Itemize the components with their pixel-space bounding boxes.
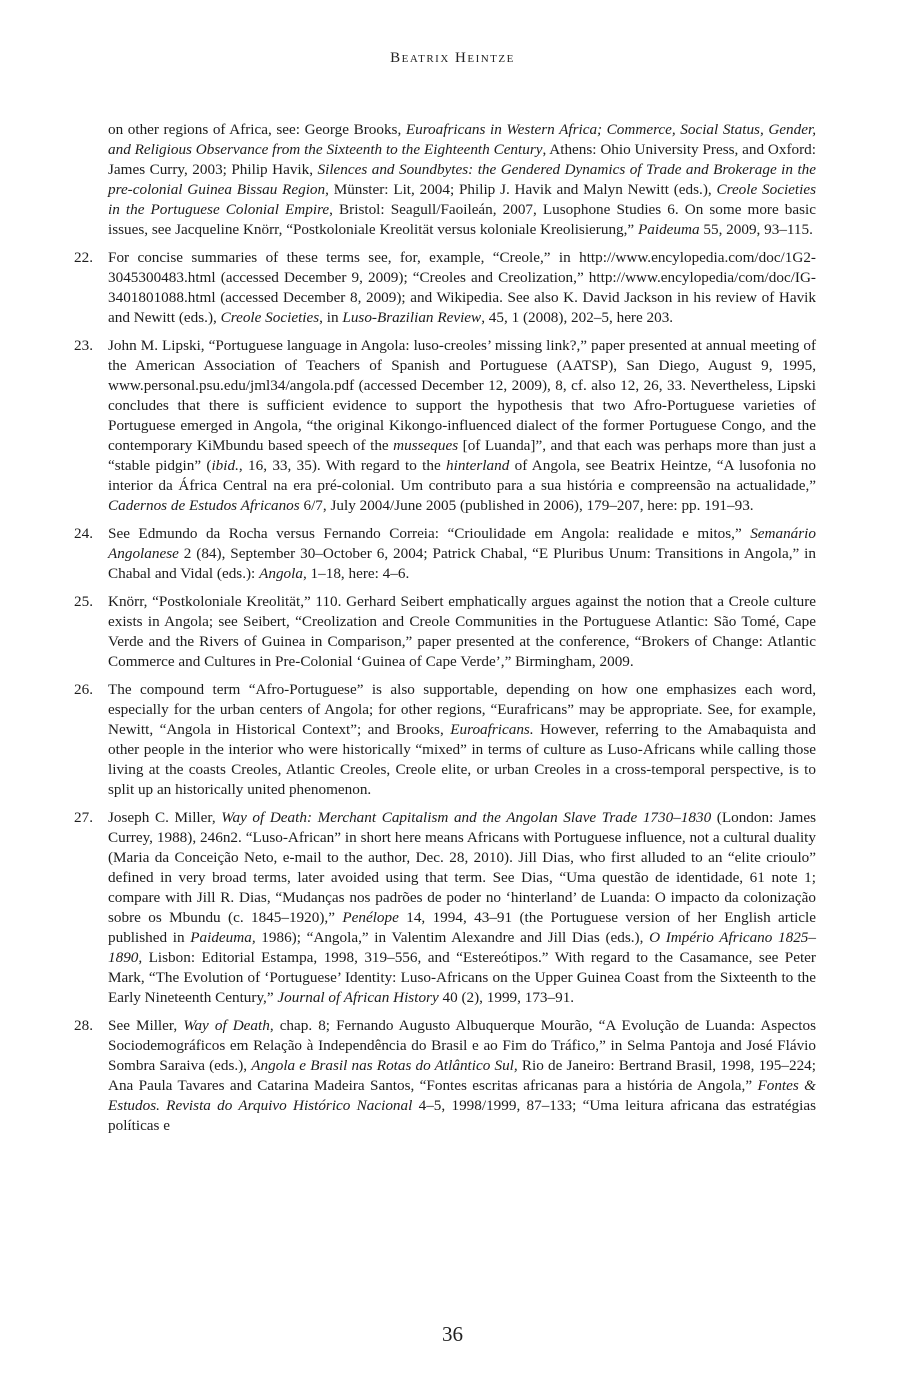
italic-title: O Império Africano 1825–1890, [108,929,816,966]
text-run: , 1–18, here: 4–6. [302,565,410,582]
text-run: , Münster: Lit, 2004; Philip J. Havik and Malyn Newitt (eds.), [325,181,717,198]
italic-title: Journal of African History [277,989,439,1006]
endnote [74,680,816,800]
endnote-number: 22. [74,249,93,266]
text-run: 55, 2009, 93–115. [699,221,813,238]
text-run: However, referring to the Amabaquista and other people in the interior who were historically “mixed” in terms of culture as Luso-Africans while calling those living at the coasts Creoles, Atlantic Creoles, Creole elite, or urban Creoles in a cross-temporal perspective, is to split up an historically united phenomenon. [108,721,816,798]
running-head: Beatrix Heintze [390,50,515,66]
text-run: 6/7, July 2004/June 2005 (published in 2006), 179–207, here: pp. 191–93. [299,497,754,514]
text-run: , in [319,309,343,326]
text-run: John M. Lipski, “Portuguese language in Angola: luso-creoles’ missing link?,” paper presented at annual meeting of the American Association of Teachers of Spanish and Portuguese (AATSP), San Diego, August 9, 1995, www.personal.psu.edu/jml34/angola.pdf (accessed December 12, 2009), 8, cf. also 12, 26, 33. Nevertheless, Lipski concludes that there is sufficient evidence to support the hypothesis that two Afro-Portuguese varieties of Portuguese emerged in Angola, “the original Kikongo-influenced dialect of the former Portuguese Congo, and the contemporary KiMbundu based speech of the [108,337,816,454]
endnotes-list [74,120,817,1144]
text-run: Lisbon: Editorial Estampa, 1998, 319–556, and “Estereótipos.” With regard to the Casamance, see Peter Mark, “The Evolution of ‘Portuguese’ Identity: Luso-Africans on the Upper Guinea Coast from the Sixteenth to the Early Nineteenth Century,” [108,949,816,1006]
endnote [74,1016,817,1136]
italic-title: Paideuma, [190,929,256,946]
text-run: For concise summaries of these terms see, for, example, “Creole,” in http://www.encylopedia.com/doc/1G2-3045300483.html (accessed December 9, 2009); “Creoles and Creolization,” http://www.encylopedia/com/doc/IG-3401801088.html (accessed December 8, 2009); and Wikipedia. See also K. David Jackson in his review of Havik and Newitt (eds.), [108,249,816,326]
endnote [74,336,816,516]
text-run: Knörr, “Postkoloniale Kreolität,” 110. Gerhard Seibert emphatically argues against the notion that a Creole culture exists in Angola; see Seibert, “Creolization and Creole Communities in the Portuguese Atlantic: São Tomé, Cape Verde and the Rivers of Guinea in Comparison,” paper presented at the conference, “Brokers of Change: Atlantic Commerce and Cultures in Pre-Colonial ‘Guinea of Cape Verde’,” Birmingham, 2009. [108,593,816,670]
endnote-text [108,248,816,328]
italic-title: Paideuma [637,221,700,238]
italic-title: Cadernos de Estudos Africanos [108,497,300,514]
italic-title: hinterland [446,457,510,474]
italic-title: Euroafricans. [450,721,534,738]
italic-title: Way of Death: Merchant Capitalism and the Angolan Slave Trade 1730–1830 [221,809,712,826]
text-run: (London: James Currey, 1988), 246n2. “Luso-African” in short here means Africans with Portuguese influence, not a cultural duality (Maria da Conceição Neto, e-mail to the author, Dec. 28, 2010). Jill Dias, who first alluded to an “elite crioulo” defined in very broad terms, later avoided using that term. See Dias, “Uma questão de identidade, 61 note 1; compare with Jill R. Dias, “Mudanças nos padrões de poder no ‘hinterland’ de Luanda: O impacto da colonização sobre os Mbundu (c. 1845–1920),” [108,809,817,926]
endnote [108,120,816,240]
endnote-text [108,680,816,800]
endnote [74,248,816,328]
italic-title: Creole Societies in the Portuguese Colonial Empire [108,181,817,218]
endnote [74,592,816,672]
text-run: , 45, 1 (2008), 202–5, here 203. [481,309,674,326]
italic-title: Euroafricans in Western Africa; Commerce, Social Status, Gender, and Religious Observance from the Sixteenth to the Eighteenth Century [108,121,816,158]
italic-title: Fontes & Estudos. Revista do Arquivo Histórico Nacional [108,1077,816,1114]
text-run: 2 (84), September 30–October 6, 2004; Patrick Chabal, “E Pluribus Unum: Transitions in Angola,” in Chabal and Vidal (eds.): [108,545,816,582]
endnote-text [108,1016,816,1136]
endnote-number: 26. [74,681,93,698]
text-run: , Athens: Ohio University Press, and Oxford: James Curry, 2003; Philip Havik, [108,141,816,178]
text-run: See Miller, [108,1017,184,1034]
endnote-number: 23. [74,337,93,354]
text-run: of Angola, see Beatrix Heintze, “A lusofonia no interior da África Central na era pré-colonial. Um contributo para a sua história e compreensão na actualidade,” [108,457,816,494]
text-run: , 16, 33, 35). With regard to the [238,457,447,474]
italic-title: Penélope [342,909,399,926]
italic-title: Luso-Brazilian Review [342,309,482,326]
endnote-number: 27. [74,809,93,826]
endnote [74,808,817,1008]
text-run: See Edmundo da Rocha versus Fernando Correia: “Crioulidade em Angola: realidade e mitos,” [108,525,751,542]
italic-title: Semanário Angolanese [108,525,816,562]
text-run: Joseph C. Miller, [108,809,222,826]
page-number: 36 [442,1322,463,1346]
text-run: 4–5, 1998/1999, 87–133; “Uma leitura africana das estratégias políticas e [108,1097,816,1134]
endnote-number: 28. [74,1017,93,1034]
text-run: 1986); “Angola,” in Valentim Alexandre and Jill Dias (eds.), [255,929,650,946]
italic-title: Angola e Brasil nas Rotas do Atlântico Sul, [251,1057,518,1074]
italic-title: Creole Societies [220,309,320,326]
italic-title: musseques [393,437,459,454]
text-run: , chap. 8; Fernando Augusto Albuquerque Mourão, “A Evolução de Luanda: Aspectos Sociodemográficos em Relação à Independência do Brasil e ao Fim do Tráfico,” in Selma Pantoja and José Flávio Sombra Saraiva (eds.), [108,1017,817,1074]
endnote-text [108,336,816,516]
text-run: 14, 1994, 43–91 (the Portuguese version of her English article published in [108,909,816,946]
text-run: The compound term “Afro-Portuguese” is also supportable, depending on how one emphasizes each word, especially for the urban centers of Angola; for other regions, “Eurafricans” may be appropriate. See, for example, Newitt, “Angola in Historical Context”; and Brooks, [108,681,816,738]
text-run: , Bristol: Seagull/Faoileán, 2007, Lusophone Studies 6. On some more basic issues, see Jacqueline Knörr, “Postkoloniale Kreolität versus koloniale Kreolisierung,” [108,201,816,238]
text-run: on other regions of Africa, see: George Brooks, [108,121,406,138]
text-run: 40 (2), 1999, 173–91. [438,989,575,1006]
italic-title: ibid. [211,457,239,474]
text-run: [of Luanda]”, and that each was perhaps more than just a “stable pidgin” ( [108,437,816,474]
endnote-number: 24. [74,525,93,542]
endnote-number: 25. [74,593,93,610]
endnote-text [108,808,816,1008]
endnote [74,524,816,584]
italic-title: Way of Death [183,1017,270,1034]
endnote-text [108,120,816,240]
italic-title: Angola [259,565,303,582]
endnote-text [108,524,816,584]
italic-title: Silences and Soundbytes: the Gendered Dynamics of Trade and Brokerage in the pre-colonial Guinea Bissau Region [108,161,816,198]
endnote-text [108,592,816,672]
text-run: Rio de Janeiro: Bertrand Brasil, 1998, 195–224; Ana Paula Tavares and Catarina Madeira Santos, “Fontes escritas africanas para a história de Angola,” [108,1057,816,1094]
